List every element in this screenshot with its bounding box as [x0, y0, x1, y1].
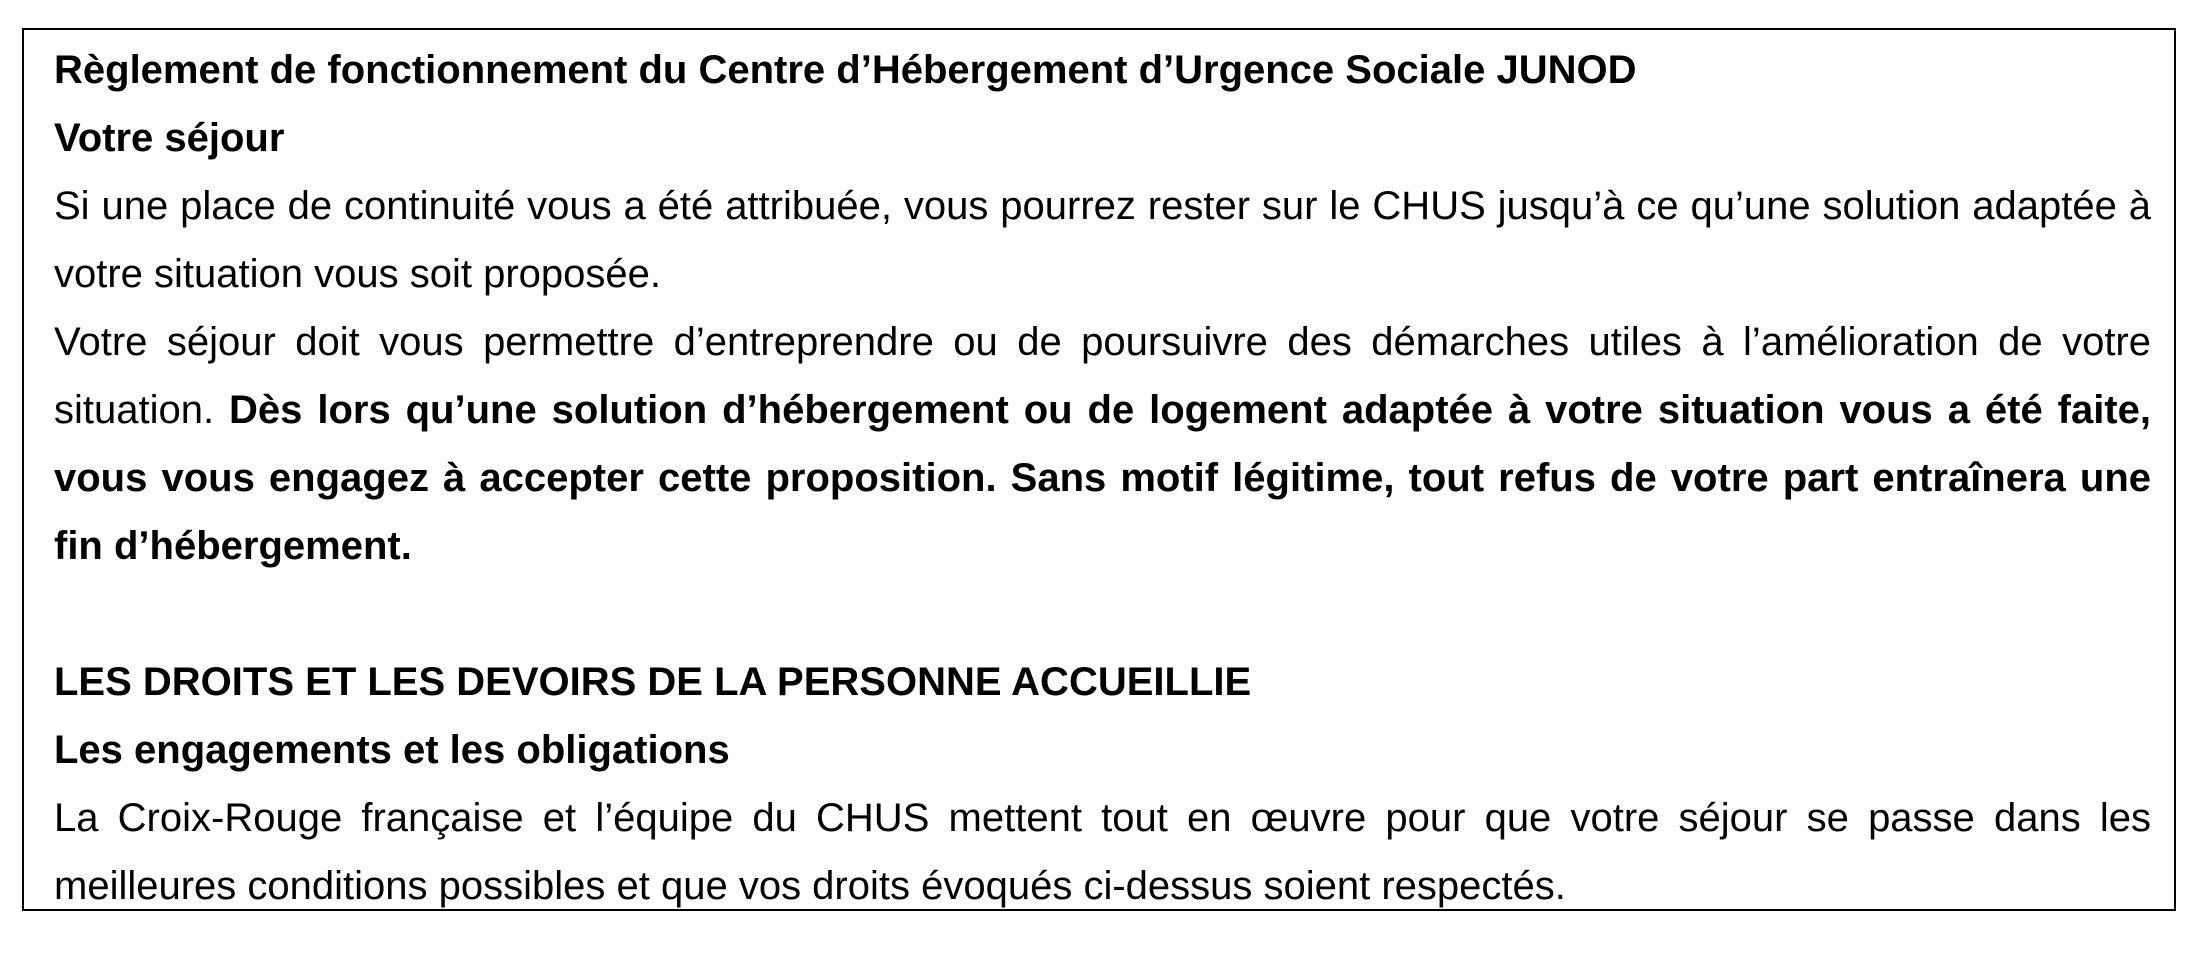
section-heading-droits-devoirs: LES DROITS ET LES DEVOIRS DE LA PERSONNE ACCUEILLIE: [54, 660, 1252, 704]
paragraph-continuite: Si une place de continuité vous a été attribuée, vous pourrez rester sur le CHUS jusqu’à ce qu’une solution adaptée à votre situation vous soit proposée.: [54, 184, 2151, 296]
paragraph-demarches-bold: Dès lors qu’une solution d’hébergement ou de logement adaptée à votre situation vous a été faite, vous vous engagez à accepter cette proposition. Sans motif légitime, tout refus de votre part entraînera une fin d’hébergement.: [54, 388, 2151, 568]
document-title: Règlement de fonctionnement du Centre d’Hébergement d’Urgence Sociale JUNOD: [54, 48, 1637, 92]
section-heading-sejour: Votre séjour: [54, 116, 285, 160]
subheading-engagements: Les engagements et les obligations: [54, 728, 730, 772]
paragraph-demarches-plain: Votre séjour doit vous permettre d’entreprendre ou de poursuivre des démarches utiles à l’amélioration de votre situation.: [54, 320, 2151, 432]
blank-line: [54, 580, 2151, 648]
paragraph-croix-rouge: La Croix-Rouge française et l’équipe du CHUS mettent tout en œuvre pour que votre séjour se passe dans les meilleures conditions possibles et que vos droits évoqués ci-dessus soient respectés.: [54, 796, 2151, 908]
document-content: [54, 36, 2151, 920]
paragraph-demarches: [54, 308, 2151, 580]
